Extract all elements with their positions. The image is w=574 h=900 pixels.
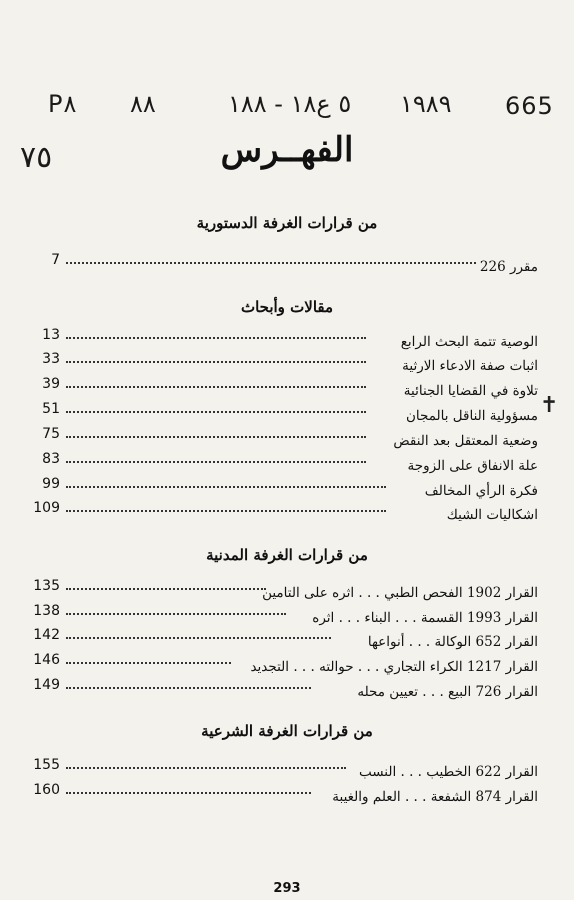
toc-entry[interactable] — [0, 451, 574, 475]
toc-entry[interactable] — [0, 782, 574, 806]
toc-entry-label: القرار 874 الشفعة . . . العلم والغيبة — [332, 789, 538, 805]
dot-leader — [66, 486, 386, 488]
toc-entry[interactable] — [0, 351, 574, 375]
toc-entry[interactable] — [0, 757, 574, 781]
handwritten-mark: ✝ — [540, 393, 559, 418]
toc-entry[interactable] — [0, 376, 574, 400]
toc-page-number: 33 — [42, 351, 60, 367]
toc-page-number: 146 — [33, 652, 60, 668]
toc-entry[interactable] — [0, 401, 574, 425]
dot-leader — [66, 262, 476, 264]
toc-entry-label: مسؤولية الناقل بالمجان — [405, 408, 538, 424]
dot-leader — [66, 637, 331, 639]
section-heading-civil: من قرارات الغرفة المدنية — [206, 546, 368, 564]
dot-leader — [66, 588, 266, 590]
dot-leader — [66, 662, 231, 664]
toc-page-number: 149 — [33, 677, 60, 693]
toc-page-number: 155 — [33, 757, 60, 773]
toc-entry[interactable] — [0, 476, 574, 500]
handwritten-range: ۱۸۸ - ۱۸٥ ع — [228, 90, 352, 118]
toc-page-number: 83 — [42, 451, 60, 467]
handwritten-number-2: ۸٨ — [130, 90, 156, 118]
toc-entry-label: مقرر 226 — [479, 259, 538, 275]
toc-entry[interactable] — [0, 578, 574, 602]
toc-page-number: 7 — [51, 252, 60, 268]
dot-leader — [66, 436, 366, 438]
toc-entry-label: القرار 652 الوكالة . . . أنواعها — [367, 634, 538, 650]
dot-leader — [66, 767, 346, 769]
toc-entry-label: القرار 1993 القسمة . . . البناء . . . اثره — [312, 610, 538, 626]
dot-leader — [66, 361, 366, 363]
dot-leader — [66, 510, 386, 512]
page-title: الفهــرس — [220, 130, 354, 170]
toc-entry-label: تلاوة في القضايا الجنائية — [403, 383, 538, 399]
toc-page-number: 138 — [33, 603, 60, 619]
dot-leader — [66, 792, 311, 794]
toc-page-number: 39 — [42, 376, 60, 392]
toc-page-number: 99 — [42, 476, 60, 492]
toc-page-number: 135 — [33, 578, 60, 594]
toc-entry[interactable] — [0, 603, 574, 627]
toc-entry-label: علة الانفاق على الزوجة — [407, 458, 538, 474]
toc-entry-label: وضعية المعتقل بعد النقض — [393, 433, 538, 449]
toc-entry-label: القرار 622 الخطيب . . . النسب — [358, 764, 538, 780]
toc-entry[interactable] — [0, 327, 574, 351]
section-heading-constitutional: من قرارات الغرفة الدستورية — [196, 214, 378, 232]
dot-leader — [66, 687, 311, 689]
toc-entry-label: القرار 1902 الفحص الطبي . . . اثره على التامين — [262, 585, 538, 601]
toc-entry[interactable] — [0, 677, 574, 701]
dot-leader — [66, 337, 366, 339]
toc-entry-label: اشكاليات الشيك — [446, 507, 538, 523]
toc-entry[interactable] — [0, 627, 574, 651]
toc-entry-label: الوصية تتمة البحث الرابع — [400, 334, 538, 350]
toc-entry-label: اثبات صفة الادعاء الارثية — [402, 358, 538, 374]
toc-entry[interactable] — [0, 500, 574, 524]
toc-entry[interactable] — [0, 652, 574, 676]
toc-page-number: 109 — [33, 500, 60, 516]
section-heading-sharia: من قرارات الغرفة الشرعية — [201, 722, 373, 740]
toc-entry-label: فكرة الرأي المخالف — [424, 483, 538, 499]
toc-page-number: 75 — [42, 426, 60, 442]
section-heading-articles: مقالات وأبحاث — [240, 298, 334, 316]
dot-leader — [66, 613, 286, 615]
toc-page-number: 142 — [33, 627, 60, 643]
toc-entry[interactable] — [0, 426, 574, 450]
handwritten-code: 665 — [505, 92, 554, 120]
handwritten-side-note: ٧٥ — [20, 140, 53, 175]
toc-page-number: 51 — [42, 401, 60, 417]
handwritten-year: ۱۹۸۹ — [400, 90, 452, 118]
toc-entry-label: القرار 726 البيع . . . تعيين محله — [357, 684, 538, 700]
dot-leader — [66, 411, 366, 413]
page-number: 293 — [273, 881, 301, 896]
handwritten-number-1: P۸ — [48, 90, 77, 118]
toc-entry-label: القرار 1217 الكراء التجاري . . . حوالته . . . التجديد — [250, 659, 538, 675]
toc-page-number: 13 — [42, 327, 60, 343]
toc-entry[interactable] — [0, 252, 574, 276]
toc-page-number: 160 — [33, 782, 60, 798]
dot-leader — [66, 386, 366, 388]
dot-leader — [66, 461, 366, 463]
